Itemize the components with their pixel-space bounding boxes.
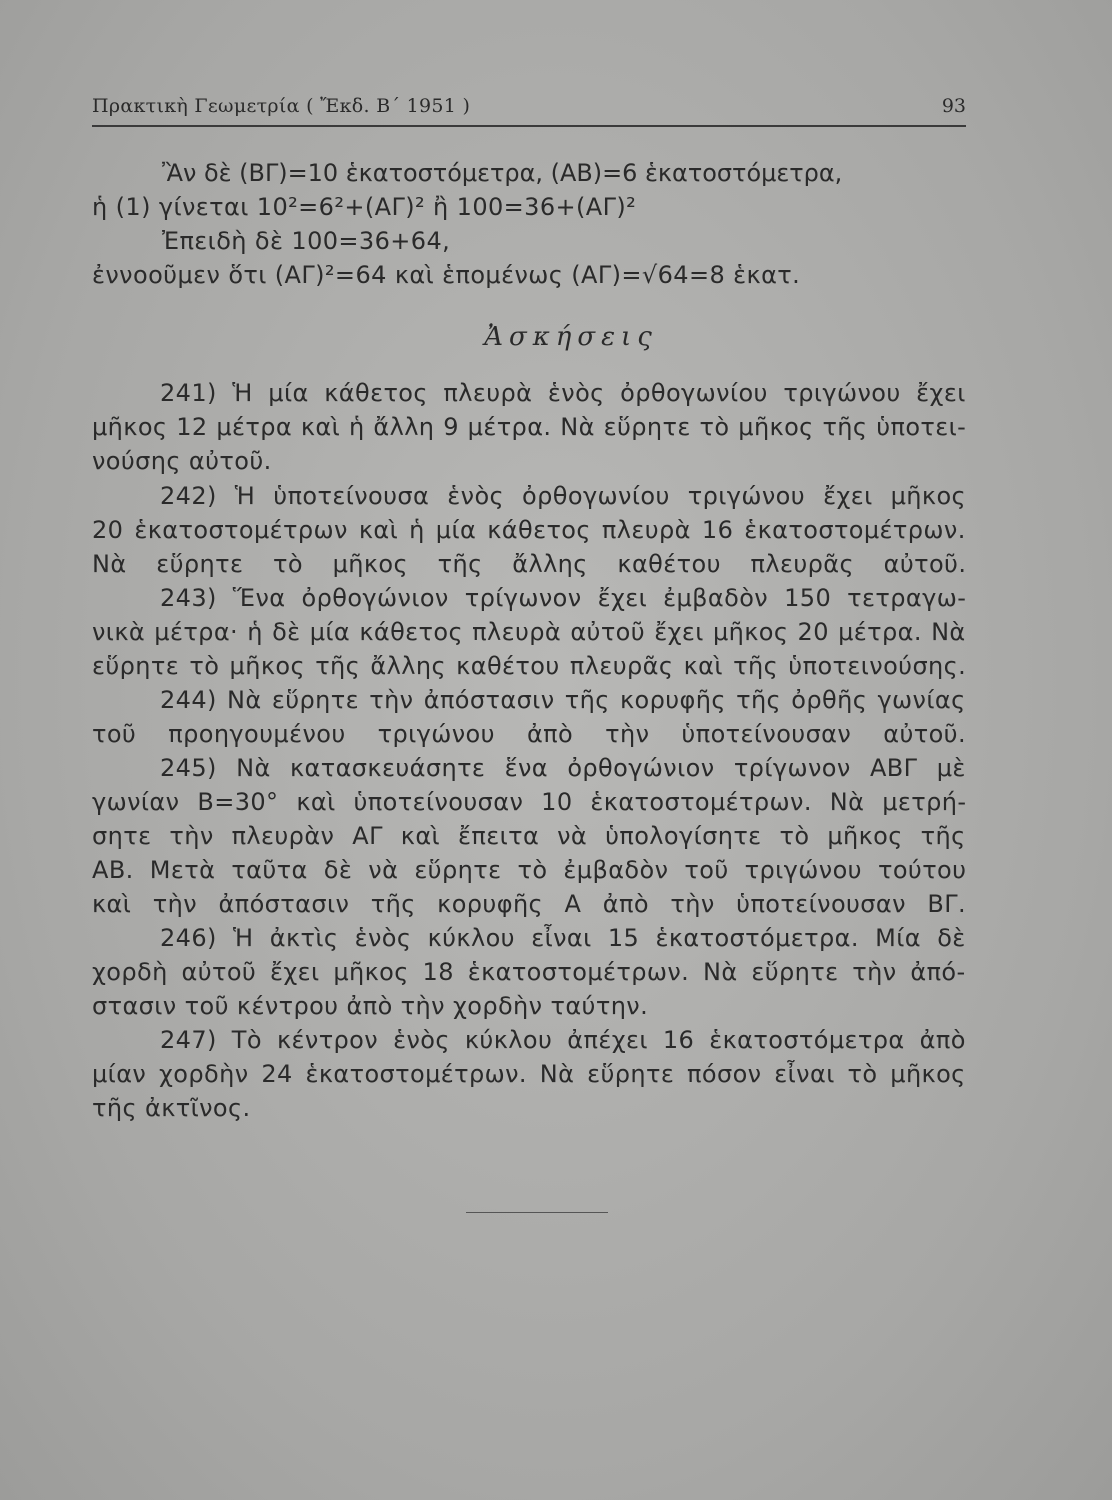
exercise-line: 247) Τὸ κέντρον ἑνὸς κύκλου ἀπέχει 16 ἑκατοστόμετρα ἀπὸ	[160, 1026, 966, 1054]
exercise-line: νικὰ μέτρα· ἡ δὲ μία κάθετος πλευρὰ αὐτοῦ ἔχει μῆκος 20 μέτρα. Νὰ	[92, 618, 966, 646]
exercise-line: Νὰ εὕρητε τὸ μῆκος τῆς ἄλλης καθέτου πλευρᾶς αὐτοῦ.	[92, 550, 967, 578]
exercise-line: νούσης αὐτοῦ.	[92, 447, 272, 475]
exercise-line: καὶ τὴν ἀπόστασιν τῆς κορυφῆς Α ἀπὸ τὴν ὑποτείνουσαν ΒΓ.	[92, 890, 967, 918]
exercise-line: τοῦ προηγουμένου τριγώνου ἀπὸ τὴν ὑποτείνουσαν αὐτοῦ.	[92, 720, 966, 748]
page-number: 93	[941, 95, 966, 117]
exercise-line: 20 ἑκατοστομέτρων καὶ ἡ μία κάθετος πλευρὰ 16 ἑκατοστομέτρων.	[92, 516, 966, 544]
exercise-line: γωνίαν Β=30° καὶ ὑποτείνουσαν 10 ἑκατοστομέτρων. Νὰ μετρή-	[92, 788, 967, 816]
end-separator	[466, 1212, 608, 1213]
exercise-line: σητε τὴν πλευρὰν ΑΓ καὶ ἔπειτα νὰ ὑπολογίσητε τὸ μῆκος τῆς	[92, 822, 966, 850]
exercise-line: χορδὴ αὐτοῦ ἔχει μῆκος 18 ἑκατοστομέτρων. Νὰ εὕρητε τὴν ἀπό-	[92, 958, 966, 986]
exercise-line: 242) Ἡ ὑποτείνουσα ἑνὸς ὀρθογωνίου τριγώνου ἔχει μῆκος	[160, 482, 967, 510]
exercise-line: μῆκος 12 μέτρα καὶ ἡ ἄλλη 9 μέτρα. Νὰ εὕρητε τὸ μῆκος τῆς ὑποτει-	[92, 413, 967, 441]
exercise-line: τῆς ἀκτῖνος.	[92, 1094, 251, 1122]
exercise-line: ΑΒ. Μετὰ ταῦτα δὲ νὰ εὕρητε τὸ ἐμβαδὸν τοῦ τριγώνου τούτου	[92, 856, 967, 884]
exercise-line: στασιν τοῦ κέντρου ἀπὸ τὴν χορδὴν ταύτην.	[92, 992, 649, 1020]
intro-line: ἐννοοῦμεν ὅτι (ΑΓ)²=64 καὶ ἑπομένως (ΑΓ)=√64=8 ἑκατ.	[92, 261, 801, 289]
exercise-line: 243) Ἕνα ὀρθογώνιον τρίγωνον ἔχει ἐμβαδὸν 150 τετραγω-	[160, 584, 967, 612]
intro-line: Ἐπειδὴ δὲ 100=36+64,	[162, 227, 451, 255]
exercise-line: εὕρητε τὸ μῆκος τῆς ἄλλης καθέτου πλευρᾶς καὶ τῆς ὑποτεινούσης.	[92, 652, 967, 680]
exercise-line: μίαν χορδὴν 24 ἑκατοστομέτρων. Νὰ εὕρητε πόσον εἶναι τὸ μῆκος	[92, 1060, 966, 1088]
intro-line: Ἂν δὲ (ΒΓ)=10 ἑκατοστόμετρα, (ΑΒ)=6 ἑκατοστόμετρα,	[162, 159, 843, 187]
running-header	[92, 95, 966, 127]
exercise-line: 241) Ἡ μία κάθετος πλευρὰ ἑνὸς ὀρθογωνίου τριγώνου ἔχει	[160, 379, 966, 407]
exercise-line: 244) Νὰ εὕρητε τὴν ἀπόστασιν τῆς κορυφῆς τῆς ὀρθῆς γωνίας	[160, 686, 966, 714]
exercise-line: 246) Ἡ ἀκτὶς ἑνὸς κύκλου εἶναι 15 ἑκατοστόμετρα. Μία δὲ	[160, 924, 966, 952]
intro-line: ἡ (1) γίνεται 10²=6²+(ΑΓ)² ἢ 100=36+(ΑΓ)²	[92, 193, 637, 221]
section-title: Ἀσκήσεις	[484, 322, 658, 352]
header-title: Πρακτικὴ Γεωμετρία ( Ἔκδ. Β΄ 1951 )	[92, 95, 471, 117]
exercise-line: 245) Νὰ κατασκευάσητε ἕνα ὀρθογώνιον τρίγωνον ΑΒΓ μὲ	[160, 754, 966, 782]
